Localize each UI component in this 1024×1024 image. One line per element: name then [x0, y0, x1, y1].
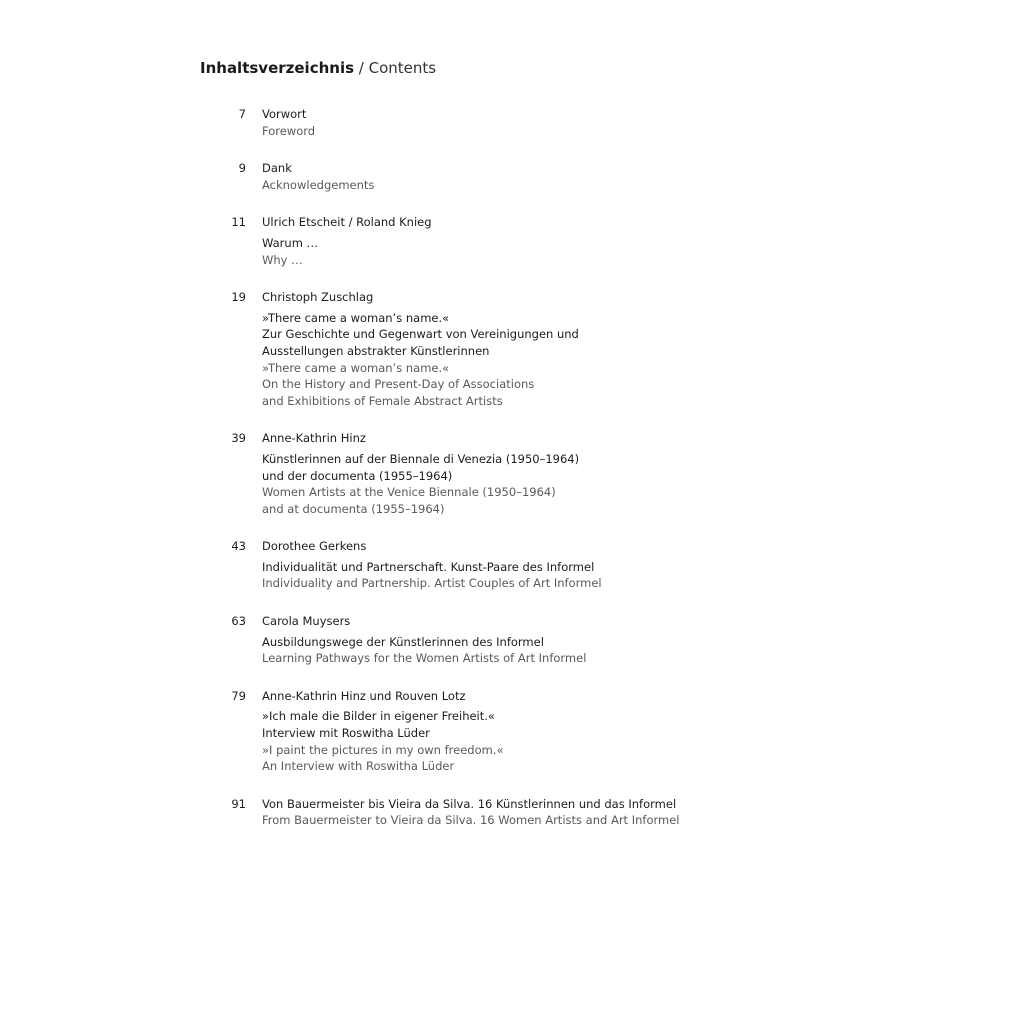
entry-title-german: Dank [262, 161, 292, 176]
entry-title-english: and at documenta (1955–1964) [262, 501, 445, 516]
title-separator: / [354, 59, 369, 77]
toc-entry [200, 613, 800, 667]
page-title [200, 58, 436, 78]
toc-entry [200, 214, 800, 268]
entry-title-english: Acknowledgements [262, 177, 375, 192]
page-number: 91 [231, 796, 246, 811]
page-number: 63 [231, 614, 246, 629]
entry-author: Dorothee Gerkens [262, 539, 367, 554]
toc-entry [200, 430, 800, 517]
entry-title-german: Von Bauermeister bis Vieira da Silva. 16 Künstlerinnen und das Informel [262, 796, 677, 811]
entry-title-english: An Interview with Roswitha Lüder [262, 759, 455, 774]
entry-title-german: Warum … [262, 235, 319, 250]
entry-title-english: From Bauermeister to Vieira da Silva. 16 Women Artists and Art Informel [262, 813, 680, 828]
entry-title-german: Künstlerinnen auf der Biennale di Venezia (1950–1964) [262, 451, 580, 466]
toc-entry [200, 538, 800, 592]
entry-title-english: Learning Pathways for the Women Artists of Art Informel [262, 651, 587, 666]
entry-author: Carola Muysers [262, 614, 351, 629]
page-number: 19 [231, 290, 246, 305]
page-number: 11 [231, 215, 246, 230]
entry-author: Christoph Zuschlag [262, 290, 374, 305]
entry-title-german: Interview mit Roswitha Lüder [262, 726, 430, 741]
entry-title-english: Individuality and Partnership. Artist Couples of Art Informel [262, 576, 602, 591]
entry-author: Anne-Kathrin Hinz [262, 431, 366, 446]
entry-title-english: and Exhibitions of Female Abstract Artists [262, 393, 503, 408]
table-of-contents [200, 106, 800, 850]
page-number: 7 [238, 107, 246, 121]
page-number: 79 [231, 688, 246, 703]
entry-title-english: Why … [262, 252, 303, 267]
entry-title-german: Zur Geschichte und Gegenwart von Vereinigungen und [262, 327, 579, 342]
entry-title-german: »There came a woman’s name.« [262, 310, 450, 325]
entry-title-english: »I paint the pictures in my own freedom.« [262, 742, 504, 757]
entry-title-german: Ausbildungswege der Künstlerinnen des Informel [262, 634, 544, 649]
entry-author: Ulrich Etscheit / Roland Knieg [262, 215, 432, 230]
entry-title-english: »There came a woman’s name.« [262, 360, 450, 375]
title-english: Contents [368, 59, 437, 77]
entry-title-english: Foreword [262, 123, 316, 138]
entry-title-english: On the History and Present-Day of Associations [262, 377, 535, 392]
page-number: 9 [238, 161, 246, 176]
toc-entry [200, 106, 800, 139]
entry-title-english: Women Artists at the Venice Biennale (1950–1964) [262, 485, 556, 500]
entry-title-german: Ausstellungen abstrakter Künstlerinnen [262, 343, 490, 358]
entry-title-german: Vorwort [262, 107, 307, 121]
toc-entry [200, 160, 800, 193]
entry-title-german: Individualität und Partnerschaft. Kunst-Paare des Informel [262, 559, 595, 574]
entry-title-german: und der documenta (1955–1964) [262, 468, 453, 483]
toc-entry [200, 289, 800, 409]
page-number: 39 [231, 431, 246, 446]
toc-entry [200, 796, 800, 829]
page-number: 43 [231, 539, 246, 554]
entry-title-german: »Ich male die Bilder in eigener Freiheit.« [262, 709, 495, 724]
toc-entry [200, 688, 800, 775]
title-german: Inhaltsverzeichnis [200, 59, 355, 77]
entry-author: Anne-Kathrin Hinz und Rouven Lotz [262, 688, 466, 703]
